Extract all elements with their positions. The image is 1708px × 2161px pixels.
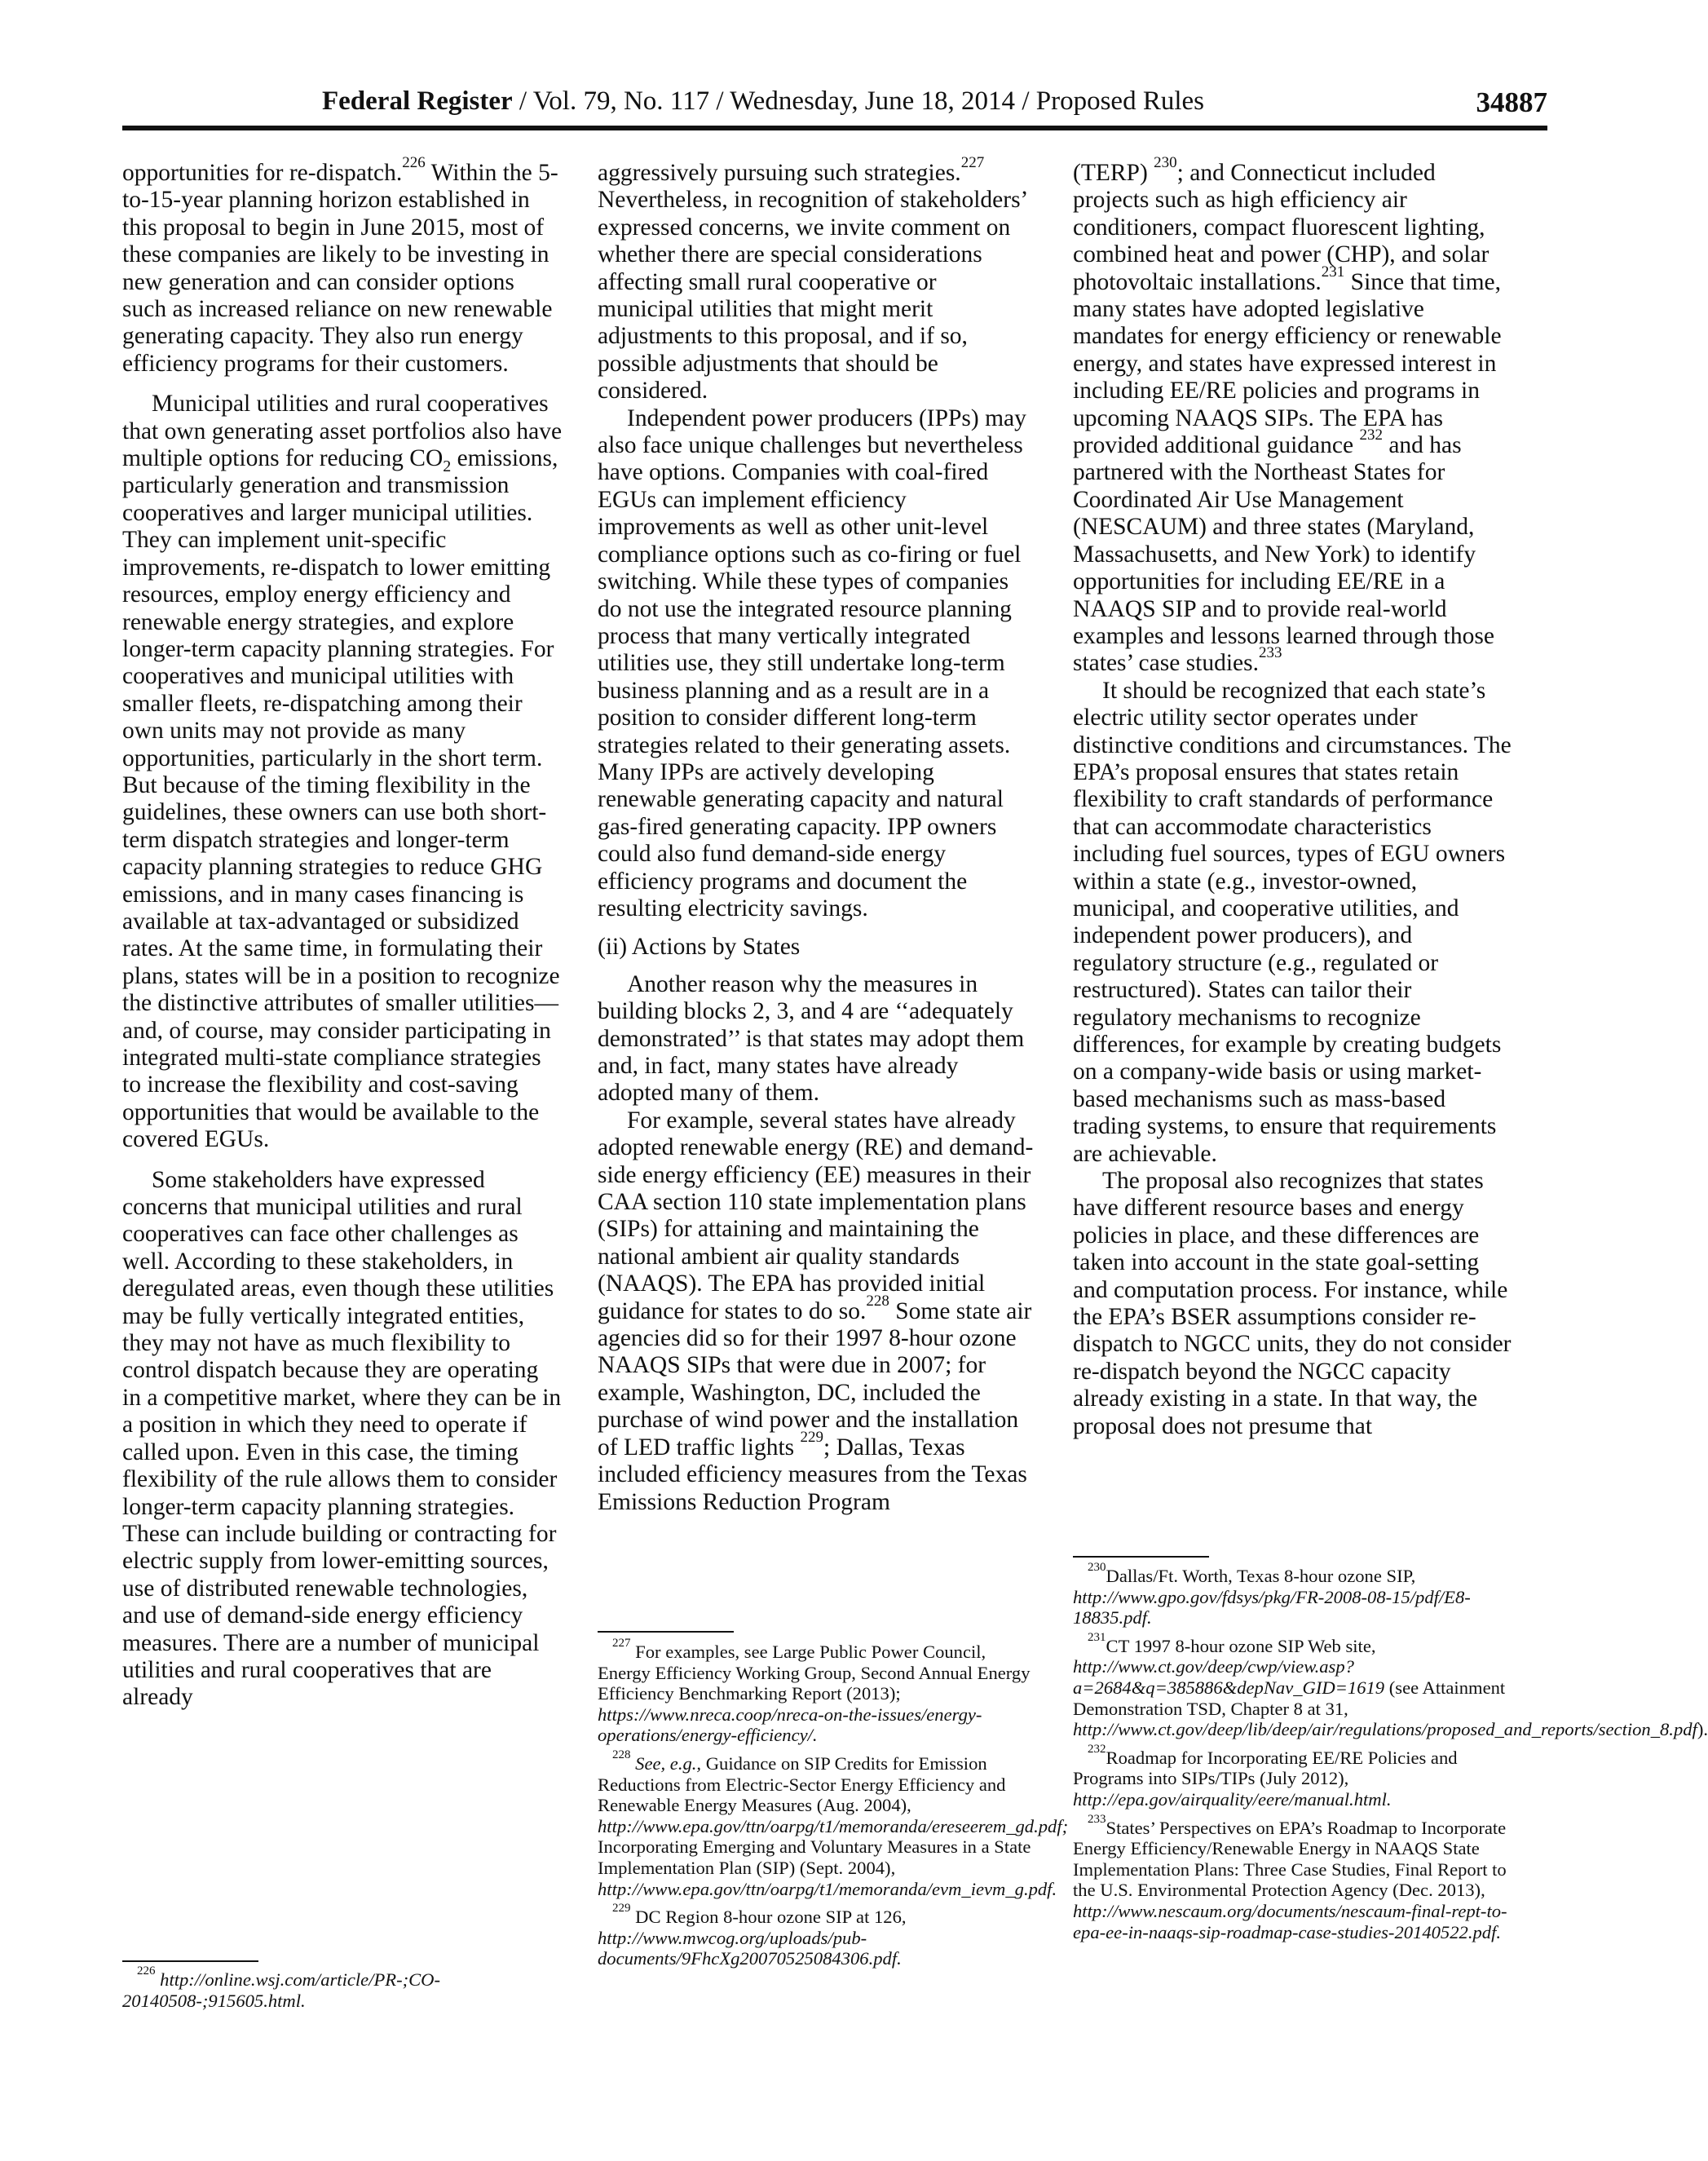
footnote-link[interactable]: http://online.wsj.com/article/PR-;CO-20140508-;915605.html. xyxy=(122,1969,441,2011)
paragraph: (TERP) $^{230}$; and Connecticut included projects such as high efficiency air conditioners, compact fluorescent lighting, combined heat and power (CHP), and solar photovoltaic installations.$^{231}$ Since that time, many states have adopted legislative mandates for energy efficiency or renewable energy, and states have expressed interest in including EE/RE policies and programs in upcoming NAAQS SIPs. The EPA has provided additional guidance $^{232}$ and has partnered with the Northeast States for Coordinated Air Use Management (NESCAUM) and three states (Maryland, Massachusetts, and New York) to identify opportunities for including EE/RE in a NAAQS SIP and to provide real-world examples and lessons learned through those states’ case studies.$^{233}$ xyxy=(1073,154,1502,677)
footnote-link[interactable]: http://www.mwcog.org/uploads/pub-documents/9FhcXg20070525084306.pdf. xyxy=(598,1927,902,1969)
footnote-ref: 226 xyxy=(402,154,426,171)
paragraph: opportunities for re-dispatch.$^{226}$ Within the 5-to-15-year planning horizon established in this proposal to begin in June 2015, most of these companies are likely to be investing in new generation and can consider options such as increased reliance on new renewable generating capacity. They also run energy efficiency programs for their customers. xyxy=(122,154,558,377)
footnotes-column-2 xyxy=(598,1637,1069,1977)
footnote: $^{226}$ http://online.wsj.com/article/PR-;CO-20140508-;915605.html. xyxy=(122,1964,441,2011)
footnote-link[interactable]: http://www.epa.gov/ttn/oarpg/t1/memoranda/ereseerem_gd.pdf; xyxy=(598,1815,1069,1836)
paragraph: For example, several states have already adopted renewable energy (RE) and demand-side energy efficiency (EE) measures in their CAA section 110 state implementation plans (SIPs) for attaining and maintaining the national ambient air quality standards (NAAQS). The EPA has provided initial guidance for states to do so.$^{228}$ Some state air agencies did so for their 1997 8-hour ozone NAAQS SIPs that were due in 2007; for example, Washington, DC, included the purchase of wind power and the installation of LED traffic lights $^{229}$; Dallas, Texas included efficiency measures from the Texas Emissions Reduction Program xyxy=(598,1107,1034,1515)
column-3 xyxy=(1073,154,1513,1440)
footnote-ref: 231 xyxy=(1321,263,1345,281)
section-subheading: (ii) Actions by States xyxy=(598,934,801,961)
paragraph: Some stakeholders have expressed concerns that municipal utilities and rural cooperatives can face other challenges as well. According to these stakeholders, in deregulated areas, even though these utilities may be fully vertically integrated entities, they may not have as much flexibility to control dispatch because they are operating in a competitive market, where they can be in a position in which they need to operate if called upon. Even in this case, the timing flexibility of the rule allows them to consider longer-term capacity planning strategies. These can include building or contracting for electric supply from lower-emitting sources, use of distributed renewable technologies, and use of demand-side energy efficiency measures. There are a number of municipal utilities and rural cooperatives that are already xyxy=(122,1166,562,1711)
paragraph: aggressively pursuing such strategies.$^{227}$ Nevertheless, in recognition of stakeholders’ expressed concerns, we invite comment on whether there are special considerations affecting small rural cooperative or municipal utilities that might merit adjustments to this proposal, and if so, possible adjustments that should be considered. xyxy=(598,154,1027,404)
footnote-link[interactable]: https://www.nreca.coop/nreca-on-the-issues/energy-operations/energy-efficiency/. xyxy=(598,1704,982,1746)
running-head: Federal Register / Vol. 79, No. 117 / Wednesday, June 18, 2014 / Proposed Rules xyxy=(322,86,1204,116)
footnote-ref: 230 xyxy=(1154,154,1177,171)
footnote: $^{231}$CT 1997 8-hour ozone SIP Web site, http://www.ct.gov/deep/cwp/view.asp?a=2684&q=385886&depNav_GID=1619 (see Attainment Demonstration TSD, Chapter 8 at 31, http://www.ct.gov/deep/lib/deep/air/regulations/proposed_and_reports/section_8.pdf). xyxy=(1073,1630,1708,1740)
page-number: 34887 xyxy=(1476,86,1547,118)
issue-date: Wednesday, June 18, 2014 xyxy=(730,86,1016,116)
footnote-rule xyxy=(122,1960,258,1962)
footnote-ref: 227 xyxy=(960,154,985,171)
footnote-link[interactable]: http://www.ct.gov/deep/lib/deep/air/regulations/proposed_and_reports/section_8.pdf xyxy=(1073,1719,1697,1740)
header-rule xyxy=(122,126,1547,130)
column-1 xyxy=(122,154,563,1712)
footnote-link[interactable]: http://www.nescaum.org/documents/nescaum-final-rept-to-epa-ee-in-naaqs-sip-roadmap-case-studies-20140522.pdf. xyxy=(1073,1900,1507,1942)
paragraph: Municipal utilities and rural cooperatives that own generating asset portfolios also have multiple options for reducing $CO_2$ emissions, particularly generation and transmission cooperatives and larger municipal utilities. They can implement unit-specific improvements, re-dispatch to lower emitting resources, employ energy efficiency and renewable energy strategies, and explore longer-term capacity planning strategies. For cooperatives and municipal utilities with smaller fleets, re-dispatching among their own units may not provide as many opportunities, particularly in the short term. But because of the timing flexibility in the guidelines, these owners can use both short-term dispatch strategies and longer-term capacity planning strategies to reduce GHG emissions, and in many cases financing is available at tax-advantaged or subsidized rates. At the same time, in formulating their plans, states will be in a position to recognize the distinctive attributes of smaller utilities—and, of course, may consider participating in integrated multi-state compliance strategies to increase the flexibility and cost-saving opportunities that would be available to the covered EGUs. xyxy=(122,391,563,1153)
footnotes-column-3 xyxy=(1073,1561,1708,1950)
paragraph: Independent power producers (IPPs) may also face unique challenges but nevertheless have options. Companies with coal-fired EGUs can implement efficiency improvements as well as other unit-level compliance options such as co-firing or fuel switching. While these types of companies do not use the integrated resource planning process that many vertically integrated utilities use, they still undertake long-term business planning and as a result are in a position to consider different long-term strategies related to their generating assets. Many IPPs are actively developing renewable generating capacity and natural gas-fired generating capacity. IPP owners could also fund demand-side energy efficiency programs and document the resulting electricity savings. xyxy=(598,404,1026,921)
footnote: $^{228}$ See, e.g., Guidance on SIP Credits for Emission Reductions from Electric-Sector Energy Efficiency and Renewable Energy Measures (Aug. 2004), http://www.epa.gov/ttn/oarpg/t1/memoranda/ereseerem_gd.pdf; Incorporating Emerging and Voluntary Measures in a State Implementation Plan (SIP) (Sept. 2004), http://www.epa.gov/ttn/oarpg/t1/memoranda/evm_ievm_g.pdf. xyxy=(598,1748,1069,1899)
column-2 xyxy=(598,154,1038,1516)
footnote-link[interactable]: http://www.ct.gov/deep/cwp/view.asp?a=2684&q=385886&depNav_GID=1619 xyxy=(1073,1656,1385,1698)
footnotes-column-1 xyxy=(122,1964,563,2018)
footnote-ref: 233 xyxy=(1259,644,1282,662)
paragraph: The proposal also recognizes that states have different resource bases and energy policies in place, and these differences are taken into account in the state goal-setting and computation process. For instance, while the EPA’s BSER assumptions consider re-dispatch to NGCC units, they do not consider re-dispatch beyond the NGCC capacity already existing in a state. In that way, the proposal does not presume that xyxy=(1073,1168,1512,1439)
footnote: $^{232}$Roadmap for Incorporating EE/RE Policies and Programs into SIPs/TIPs (July 2012), http://epa.gov/airquality/eere/manual.html. xyxy=(1073,1742,1458,1810)
footnote-link[interactable]: http://www.epa.gov/ttn/oarpg/t1/memoranda/evm_ievm_g.pdf. xyxy=(598,1878,1057,1899)
footnote: $^{233}$States’ Perspectives on EPA’s Roadmap to Incorporate Energy Efficiency/Renewable Energy in NAAQS State Implementation Plans: Three Case Studies, Final Report to the U.S. Environmental Protection Agency (Dec. 2013), http://www.nescaum.org/documents/nescaum-final-rept-to-epa-ee-in-naaqs-sip-roadmap-case-studies-20140522.pdf. xyxy=(1073,1812,1507,1942)
publication-title: Federal Register xyxy=(322,86,513,116)
footnote-rule xyxy=(598,1631,734,1633)
footnote: $^{229}$ DC Region 8-hour ozone SIP at 126, http://www.mwcog.org/uploads/pub-documents/9FhcXg20070525084306.pdf. xyxy=(598,1902,907,1969)
footnote: $^{227}$ For examples, see Large Public Power Council, Energy Efficiency Working Group, Second Annual Energy Efficiency Benchmarking Report (2013); https://www.nreca.coop/nreca-on-the-issues/energy-operations/energy-efficiency/. xyxy=(598,1637,1031,1746)
section-name: Proposed Rules xyxy=(1035,86,1204,116)
volume-info: Vol. 79, No. 117 xyxy=(532,86,710,116)
paragraph: It should be recognized that each state’s electric utility sector operates under distinctive conditions and circumstances. The EPA’s proposal ensures that states retain flexibility to craft standards of performance that can accommodate characteristics including fuel sources, types of EGU owners within a state (e.g., investor-owned, municipal, and cooperative utilities, and independent power producers), and regulatory structure (e.g., regulated or restructured). States can tailor their regulatory mechanisms to recognize differences, for example by creating budgets on a company-wide basis or using market-based mechanisms such as mass-based trading systems, to ensure that requirements are achievable. xyxy=(1073,677,1512,1167)
footnote-link[interactable]: http://www.gpo.gov/fdsys/pkg/FR-2008-08-15/pdf/E8-18835.pdf. xyxy=(1073,1586,1471,1628)
footnote-ref: 229 xyxy=(800,1428,824,1446)
page-header xyxy=(122,86,1547,126)
footnote-ref: 228 xyxy=(866,1292,889,1310)
footnote-link[interactable]: http://epa.gov/airquality/eere/manual.html. xyxy=(1073,1788,1392,1810)
footnote-rule xyxy=(1073,1556,1209,1558)
footnote: $^{230}$Dallas/Ft. Worth, Texas 8-hour ozone SIP, http://www.gpo.gov/fdsys/pkg/FR-2008-08-15/pdf/E8-18835.pdf. xyxy=(1073,1561,1471,1628)
paragraph: Another reason why the measures in building blocks 2, 3, and 4 are ‘‘adequately demonstrated’’ is that states may adopt them and, in fact, many states have already adopted many of them. xyxy=(598,970,1025,1107)
footnote-ref: 232 xyxy=(1359,426,1383,444)
